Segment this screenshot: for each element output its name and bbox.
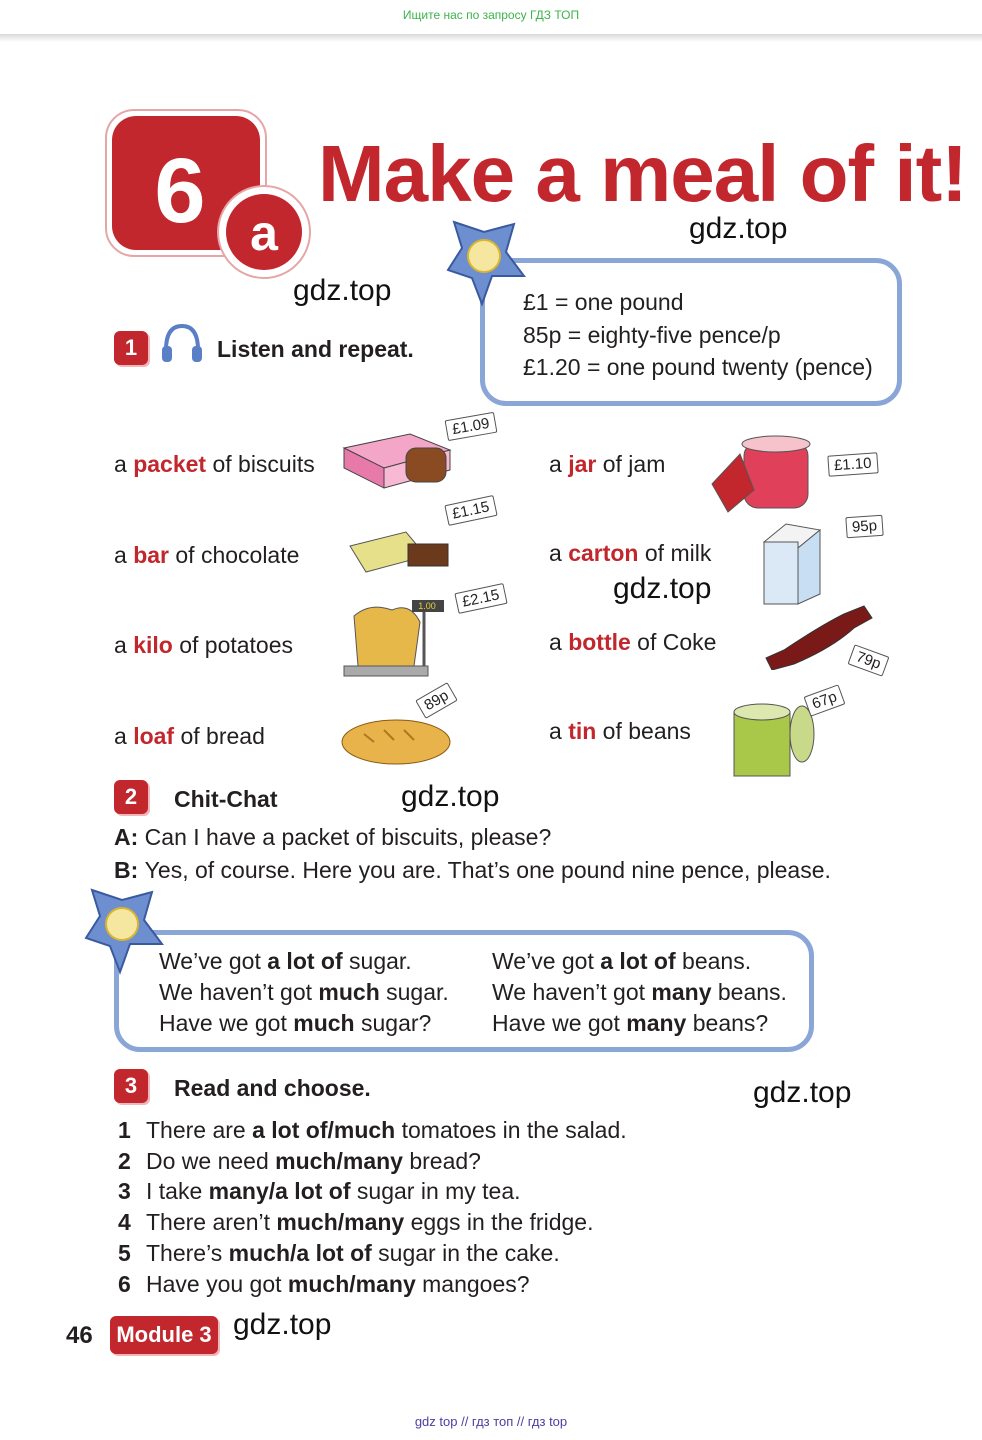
scale-display: 1.00 <box>412 600 442 612</box>
watermark: gdz.top <box>233 1308 332 1341</box>
exercise-number-badge: 3 <box>114 1069 148 1103</box>
grammar-line: We’ve got a lot of beans. <box>492 948 752 974</box>
exercise-heading: Listen and repeat. <box>217 336 414 362</box>
exercise-sentence: 2 Do we need much/many bread? <box>118 1148 481 1174</box>
exercise-number-badge: 1 <box>114 331 148 365</box>
grammar-line: Have we got many beans? <box>492 1010 769 1036</box>
headphones-icon <box>160 320 204 368</box>
item-keyword: bottle <box>568 629 631 655</box>
answer-options[interactable]: many/a lot of <box>208 1178 351 1204</box>
item-label: a kilo of potatoes <box>114 632 294 658</box>
answer-options[interactable]: much/many <box>276 1209 405 1235</box>
exercise-sentence: 5 There’s much/a lot of sugar in the cake. <box>118 1240 560 1266</box>
item-keyword: carton <box>568 540 639 566</box>
item-label: a packet of biscuits <box>114 451 315 477</box>
answer-options[interactable]: much/a lot of <box>228 1240 372 1266</box>
exercise-number-badge: 2 <box>114 780 148 814</box>
unit-letter: a <box>250 205 278 261</box>
money-line: £1.20 = one pound twenty (pence) <box>523 354 873 380</box>
exercise-sentence: 1 There are a lot of/much tomatoes in the salad. <box>118 1117 627 1143</box>
price-tag: £1.15 <box>444 495 497 526</box>
watermark: gdz.top <box>613 572 712 605</box>
price-tag: £1.10 <box>827 452 878 476</box>
price-tag: 67p <box>804 684 846 716</box>
page-number: 46 <box>66 1322 93 1349</box>
item-label: a jar of jam <box>549 451 666 477</box>
dialogue-text: Yes, of course. Here you are. That’s one pound nine pence, please. <box>144 857 831 883</box>
item-keyword: packet <box>133 451 207 477</box>
grammar-line: Have we got much sugar? <box>159 1010 432 1036</box>
speaker: A: <box>114 824 139 850</box>
grammar-line: We haven’t got many beans. <box>492 979 787 1005</box>
chocolate-bar-image <box>346 526 460 576</box>
item-keyword: loaf <box>133 723 175 749</box>
grammar-line: We’ve got a lot of sugar. <box>159 948 412 974</box>
lightbulb-icon <box>82 886 166 976</box>
item-label: a bottle of Coke <box>549 629 717 655</box>
watermark: gdz.top <box>293 274 392 307</box>
page-title: Make a meal of it! <box>318 129 967 218</box>
exercise-sentence: 3 I take many/a lot of sugar in my tea. <box>118 1178 521 1204</box>
price-tag: £1.09 <box>445 412 497 441</box>
grammar-line: We haven’t got much sugar. <box>159 979 449 1005</box>
unit-badge <box>100 104 322 286</box>
item-label: a bar of chocolate <box>114 542 300 568</box>
module-badge: Module 3 <box>110 1316 218 1354</box>
price-tag: 95p <box>845 515 883 539</box>
money-line: £1 = one pound <box>523 289 684 315</box>
watermark: gdz.top <box>753 1076 852 1109</box>
speaker: B: <box>114 857 139 883</box>
exercise-heading: Read and choose. <box>174 1075 371 1101</box>
dialogue-line <box>114 824 551 851</box>
answer-options[interactable]: much/many <box>287 1271 416 1297</box>
top-shadow <box>0 34 982 42</box>
dialogue-text: Can I have a packet of biscuits, please? <box>144 824 552 850</box>
watermark: gdz.top <box>689 212 788 245</box>
item-label: a loaf of bread <box>114 723 265 749</box>
item-label: a tin of beans <box>549 718 691 744</box>
lightbulb-icon <box>444 218 528 308</box>
exercise-heading: Chit-Chat <box>174 786 278 812</box>
item-label: a carton of milk <box>549 540 712 566</box>
top-banner-text: Ищите нас по запросу ГДЗ ТОП <box>402 8 580 22</box>
price-tag: 79p <box>848 644 890 676</box>
bread-loaf-image <box>340 702 458 768</box>
unit-number: 6 <box>154 140 206 242</box>
top-banner <box>0 0 982 34</box>
answer-options[interactable]: a lot of/much <box>252 1117 396 1143</box>
price-tag: 89p <box>415 682 458 719</box>
exercise-sentence: 4 There aren’t much/many eggs in the fridge. <box>118 1209 594 1235</box>
watermark: gdz.top <box>401 780 500 813</box>
item-keyword: kilo <box>133 632 173 658</box>
dialogue-line <box>114 857 831 884</box>
answer-options[interactable]: much/many <box>275 1148 403 1174</box>
jam-jar-image <box>710 434 820 514</box>
item-keyword: tin <box>568 718 597 744</box>
item-keyword: bar <box>133 542 169 568</box>
exercise-sentence: 6 Have you got much/many mangoes? <box>118 1271 530 1297</box>
biscuit-packet-image <box>340 428 456 492</box>
money-line: 85p = eighty-five pence/p <box>523 322 781 348</box>
price-tag: £2.15 <box>454 583 507 614</box>
footer-links[interactable]: gdz top // гдз топ // гдз top <box>414 1414 568 1429</box>
milk-carton-image <box>758 520 830 610</box>
item-keyword: jar <box>568 451 597 477</box>
